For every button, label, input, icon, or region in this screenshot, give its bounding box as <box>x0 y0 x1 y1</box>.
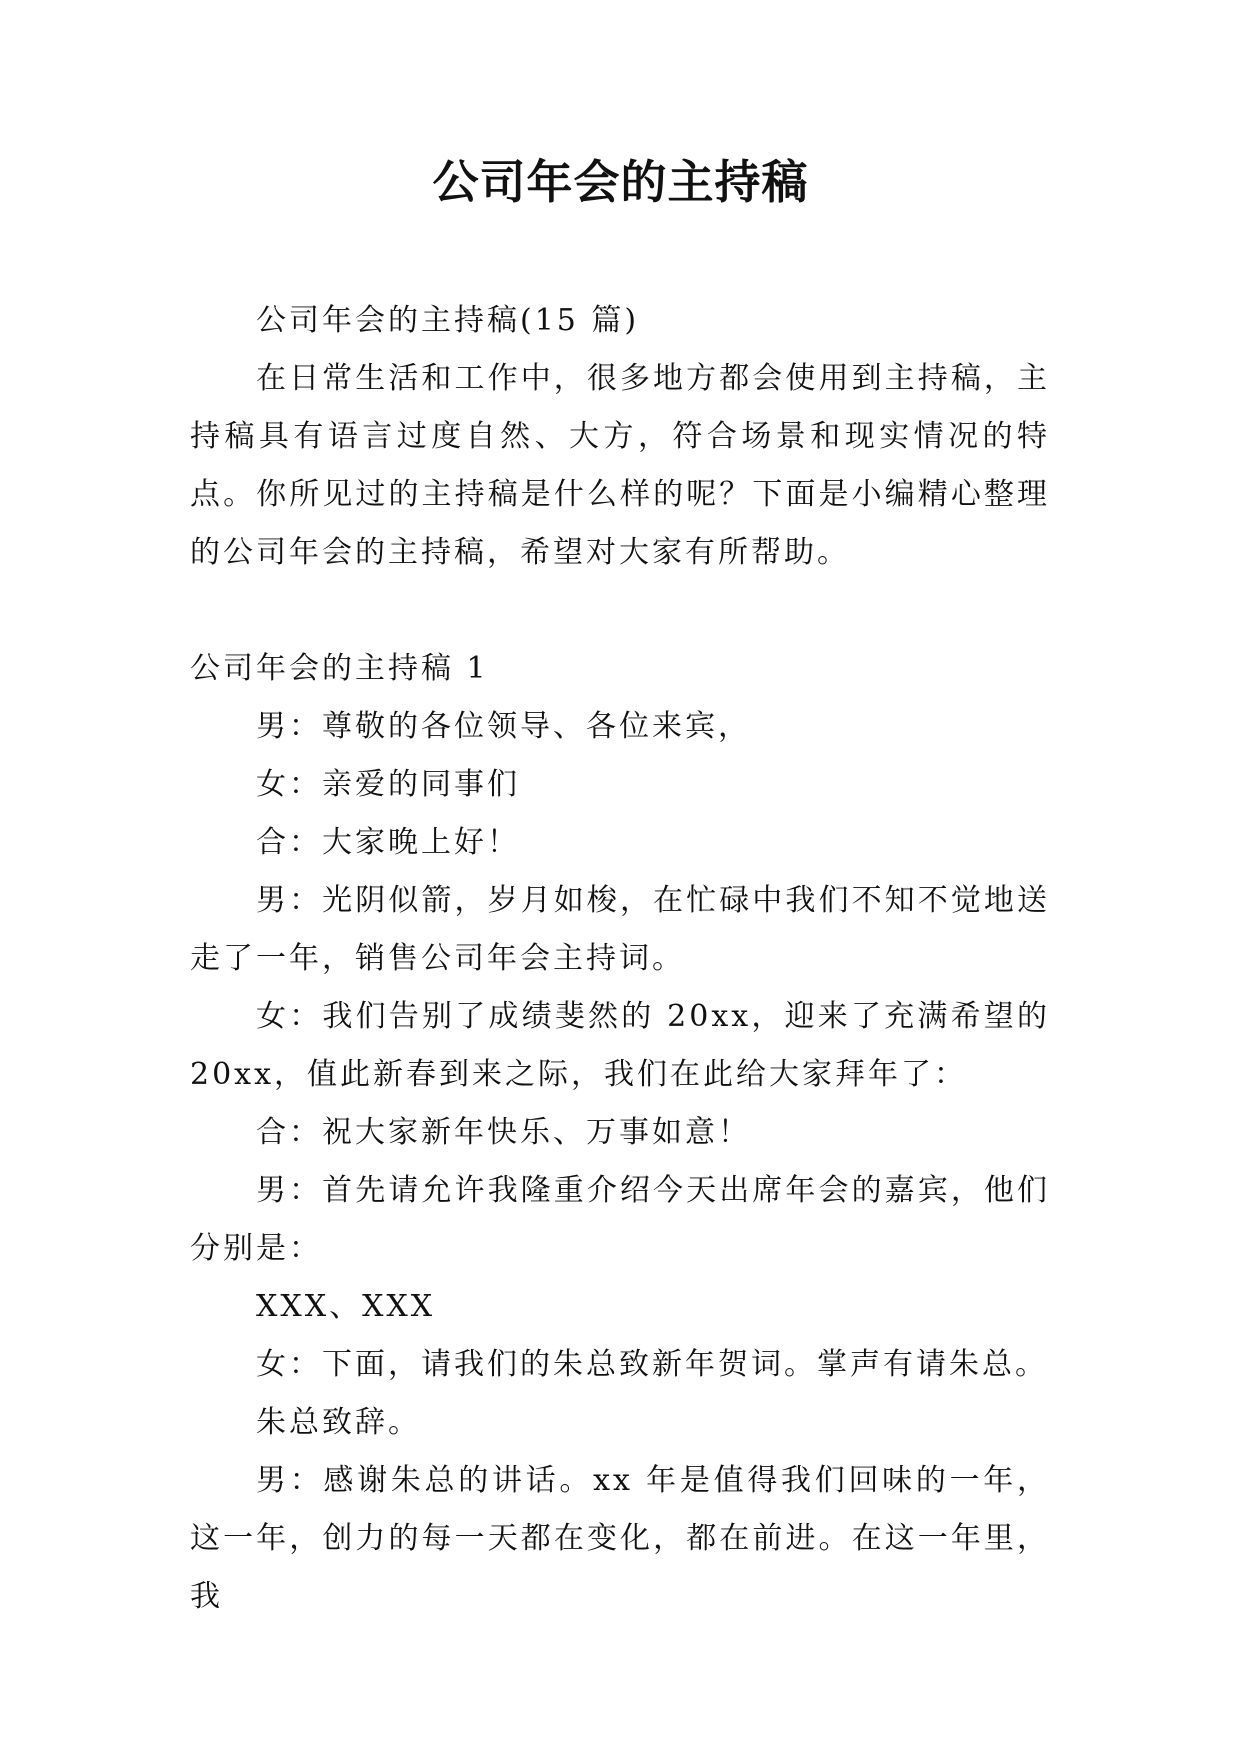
dialogue-line: 男：感谢朱总的讲话。xx 年是值得我们回味的一年，这一年，创力的每一天都在变化，都在前进。在这一年里，我 <box>190 1463 1050 1614</box>
document-title: 公司年会的主持稿 <box>432 155 809 209</box>
paragraph-spacer <box>190 582 1050 640</box>
dialogue-line: 女：下面，请我们的朱总致新年贺词。掌声有请朱总。 <box>256 1347 1048 1382</box>
dialogue-line: 女：我们告别了成绩斐然的 20xx，迎来了充满希望的 20xx，值此新春到来之际，我们在此给大家拜年了： <box>190 999 1050 1092</box>
subtitle-paragraph: 公司年会的主持稿(15 篇) <box>256 303 640 338</box>
dialogue-line: 女：亲爱的同事们 <box>256 767 520 802</box>
section-heading: 公司年会的主持稿 1 <box>190 651 489 686</box>
dialogue-line: 合：大家晚上好！ <box>256 825 520 860</box>
guest-names-line: XXX、XXX <box>256 1289 436 1324</box>
dialogue-line: 合：祝大家新年快乐、万事如意！ <box>256 1115 751 1150</box>
intro-paragraph: 在日常生活和工作中，很多地方都会使用到主持稿，主持稿具有语言过度自然、大方，符合场景和现实情况的特点。你所见过的主持稿是什么样的呢？下面是小编精心整理的公司年会的主持稿，希望对大家有所帮助。 <box>190 361 1050 570</box>
dialogue-line: 男：首先请允许我隆重介绍今天出席年会的嘉宾，他们分别是： <box>190 1173 1050 1266</box>
dialogue-line: 男：尊敬的各位领导、各位来宾， <box>256 709 751 744</box>
stage-direction-line: 朱总致辞。 <box>256 1405 421 1440</box>
dialogue-line: 男：光阴似箭，岁月如梭，在忙碌中我们不知不觉地送走了一年，销售公司年会主持词。 <box>190 883 1050 976</box>
document-body <box>190 292 1050 1626</box>
